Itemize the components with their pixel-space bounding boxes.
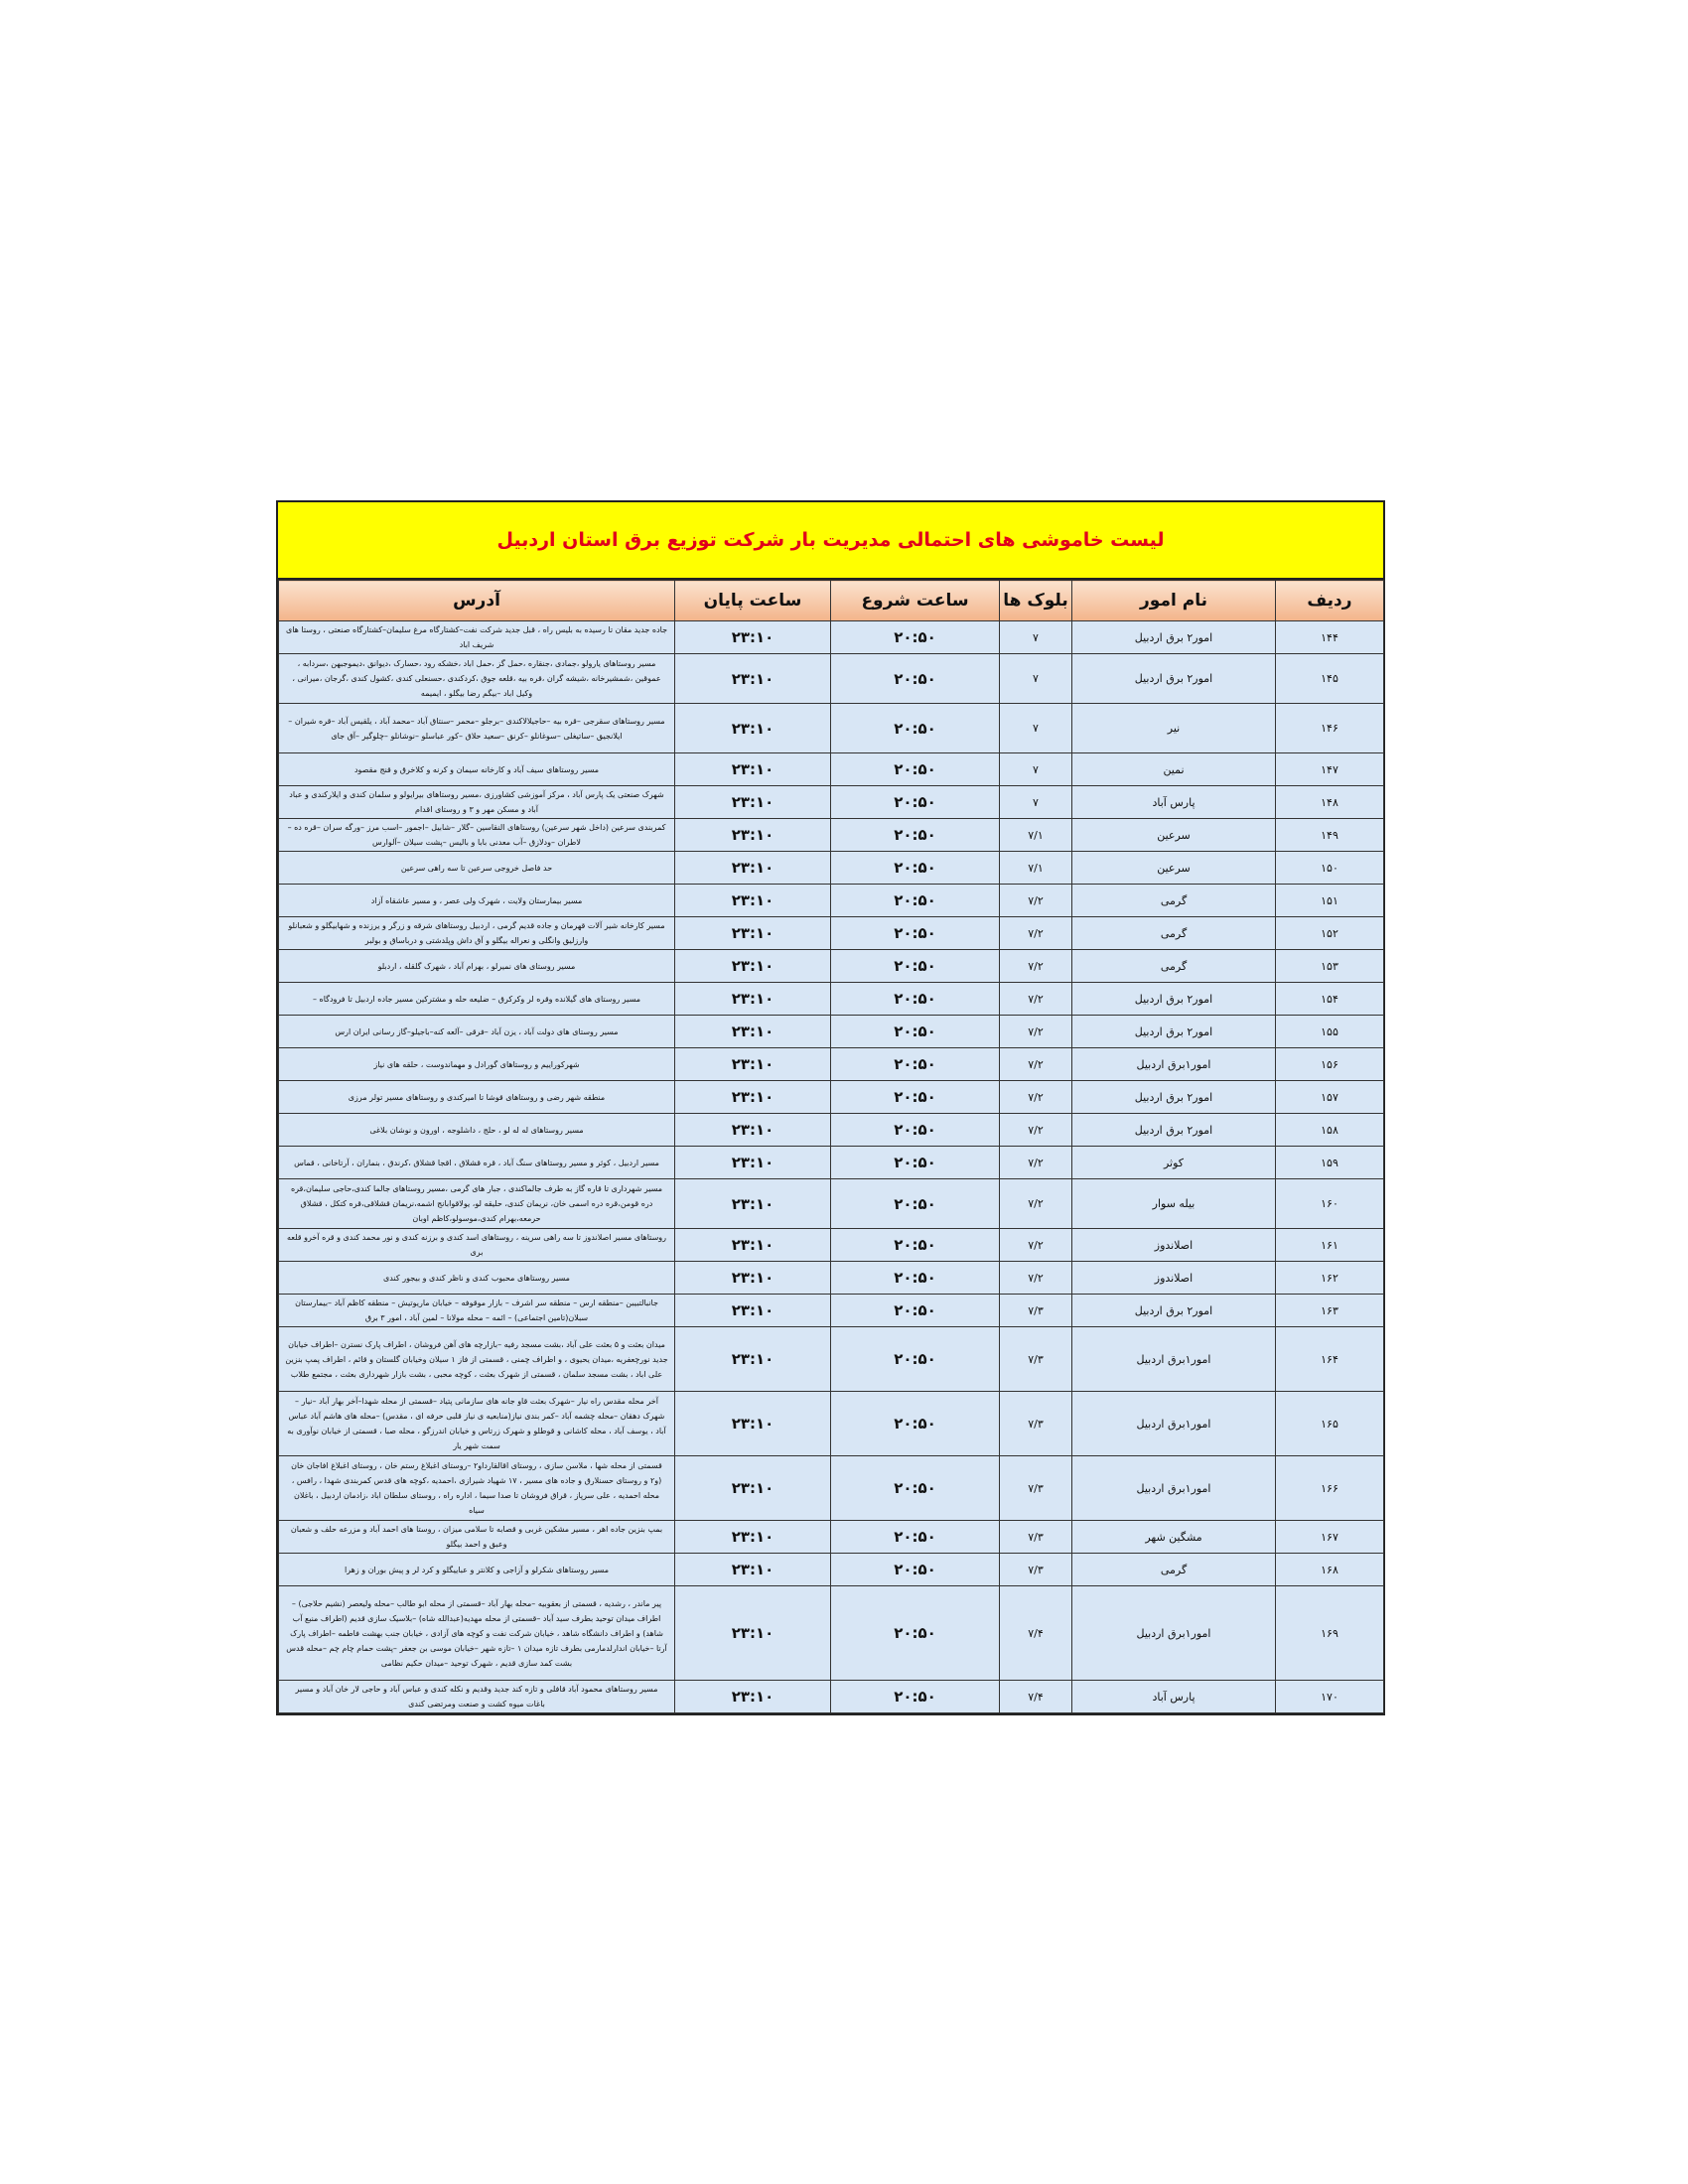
end-time-cell: ۲۳:۱۰ xyxy=(675,704,831,753)
block-cell: ۷ xyxy=(1000,654,1072,704)
row-number-cell: ۱۴۶ xyxy=(1276,704,1384,753)
address-cell: مسیر روستاهای محبوب کندی و ناظر کندی و بیجور کندی xyxy=(279,1262,675,1295)
header-row-number: ردیف xyxy=(1276,581,1384,621)
address-cell: میدان بعثت و ۵ بعثت علی آباد ،بشت مسجد رفیه –بازارچه های آهن فروشان ، اطراف پارک نسترن –اطراف خیابان جدید نورچعفریه ،میدان یحیوی ، و اطراف چمنی ، قسمتی از فاز ۱ سیلان وخیابان گلستان و قائم ، اطراف پمپ بنزین علی اباد ، بشت مسجد سلمان ، قسمتی از شهرک بعثت ، کوچه محبی ، بشت بازار شهرداری بعثت ، مجتمع طلاب xyxy=(279,1327,675,1392)
table-row xyxy=(279,1048,1384,1081)
row-number-cell: ۱۴۹ xyxy=(1276,819,1384,852)
address-cell: مسیر بیمارستان ولایت ، شهرک ولی عصر ، و مسیر عاشقاه آزاد xyxy=(279,885,675,917)
table-row xyxy=(279,852,1384,885)
table-row xyxy=(279,917,1384,950)
block-cell: ۷/۱ xyxy=(1000,819,1072,852)
end-time-cell: ۲۳:۱۰ xyxy=(675,1586,831,1681)
start-time-cell: ۲۰:۵۰ xyxy=(831,786,1000,819)
title-bar xyxy=(278,502,1383,580)
end-time-cell: ۲۳:۱۰ xyxy=(675,1521,831,1554)
end-time-cell: ۲۳:۱۰ xyxy=(675,1048,831,1081)
table-row xyxy=(279,1681,1384,1713)
area-name-cell: اصلاندوز xyxy=(1072,1229,1276,1262)
block-cell: ۷/۲ xyxy=(1000,1179,1072,1229)
start-time-cell: ۲۰:۵۰ xyxy=(831,983,1000,1016)
row-number-cell: ۱۵۵ xyxy=(1276,1016,1384,1048)
area-name-cell: امور۲ برق اردبیل xyxy=(1072,621,1276,654)
end-time-cell: ۲۳:۱۰ xyxy=(675,852,831,885)
block-cell: ۷/۳ xyxy=(1000,1521,1072,1554)
start-time-cell: ۲۰:۵۰ xyxy=(831,753,1000,786)
address-cell: قسمتی از محله شها ، ملاسن سازی ، روستای اقالقارداو۲ –روستای اغبلاغ رستم خان ، روستای اغبلاغ افاجان خان (و۲ و روستای حسنلارق و جاده های مسیر ، ۱۷ شهیاد شیرازی ،احمدیه ،کوچه های قدس کمربندی شهدا ، رافس ، محله احمدیه ، علی سرپاز ، قراق فروشان تا صدا سیما ، اداره راه ، روستای سلطان اباد ،زادمان اردبیل ، باغلان سیاه xyxy=(279,1456,675,1521)
address-cell: روستاهای مسیر اصلاندوز تا سه راهی سرینه ، روستاهای اسد کندی و برزنه کندی و نور محمد کندی و قره آخرو قلعه بری xyxy=(279,1229,675,1262)
area-name-cell: پارس آباد xyxy=(1072,1681,1276,1713)
end-time-cell: ۲۳:۱۰ xyxy=(675,654,831,704)
address-cell: مسیر روستای های گیلانده وقره لر وکرکرق – ضلیعه حله و مشترکین مسیر جاده اردبیل تا فرودگاه – xyxy=(279,983,675,1016)
start-time-cell: ۲۰:۵۰ xyxy=(831,819,1000,852)
address-cell: مسیر روستاهای یارولو ،جمادی ،جنقاره ،حمل گز ،حمل اباد ،خشکه رود ،حسارک ،دیوانق ،دیموجبهن ،سردابه ، عموقین ،شمشیرخانه ،شیشه گران ،قره بیه ،قلعه جوق ،کردکندی ،حسنعلی کندی ،کشول کندی ،گرجان ،میرانی ، وکیل اباد –بیگم رضا بیگلو ، ایمیمه xyxy=(279,654,675,704)
row-number-cell: ۱۵۷ xyxy=(1276,1081,1384,1114)
area-name-cell: امور۲ برق اردبیل xyxy=(1072,1081,1276,1114)
block-cell: ۷/۲ xyxy=(1000,1081,1072,1114)
row-number-cell: ۱۵۸ xyxy=(1276,1114,1384,1147)
block-cell: ۷/۲ xyxy=(1000,1048,1072,1081)
header-blocks: بلوک ها xyxy=(1000,581,1072,621)
address-cell: بمپ بنزین جاده اهر ، مسیر مشکین غربی و قصابه تا سلامی میزان ، روستا های احمد آباد و مزرعه حلف و شعبان وعبق و احمد بیگلو xyxy=(279,1521,675,1554)
address-cell: مسیر شهرداری تا قاره گاز به طرف جالماکندی ، جبار های گرمی ،مسیر روستاهای جالما کندی،حاجی سلیمان،قره دره قومن،قره دره اسمی خان، نریمان کندی، حلیقه لو، یولاقوابانج اشمه،نریمان قشلاقی،قره کتکل ، قشلاق حرمعه،بهرام کندی،موسولو،کاظم اوبان xyxy=(279,1179,675,1229)
area-name-cell: امور۲ برق اردبیل xyxy=(1072,1114,1276,1147)
area-name-cell: کوثر xyxy=(1072,1147,1276,1179)
start-time-cell: ۲۰:۵۰ xyxy=(831,1456,1000,1521)
row-number-cell: ۱۵۲ xyxy=(1276,917,1384,950)
start-time-cell: ۲۰:۵۰ xyxy=(831,852,1000,885)
area-name-cell: سرعین xyxy=(1072,819,1276,852)
table-row xyxy=(279,950,1384,983)
start-time-cell: ۲۰:۵۰ xyxy=(831,1081,1000,1114)
row-number-cell: ۱۶۸ xyxy=(1276,1554,1384,1586)
start-time-cell: ۲۰:۵۰ xyxy=(831,950,1000,983)
area-name-cell: نمین xyxy=(1072,753,1276,786)
block-cell: ۷/۲ xyxy=(1000,1114,1072,1147)
header-start-time: ساعت شروع xyxy=(831,581,1000,621)
address-cell: مسیر کارخانه شیر آلات قهرمان و جاده قدیم گرمی ، اردبیل روستاهای شرقه و زرگر و یرزنده و شهابیگلو و شعبانلو وارزلیق وانگلی و نعراله بیگلو و آق داش وپلدشتی و درباساق و بولبر xyxy=(279,917,675,950)
end-time-cell: ۲۳:۱۰ xyxy=(675,819,831,852)
block-cell: ۷/۲ xyxy=(1000,1147,1072,1179)
block-cell: ۷/۲ xyxy=(1000,885,1072,917)
area-name-cell: امور۱برق اردبیل xyxy=(1072,1586,1276,1681)
address-cell: پیر ماندر ، رشدیه ، قسمتی از بعقوبیه –محله بهار آباد –قسمتی از محله ابو طالب –محله ولیعصر (نشیم حلاجی) –اطراف میدان توحید بطرف سید آباد –قسمتی از محله مهدیه(عبدالله شاه) –بلاسیک سازی قدیم (اطراف منبع آب شاهد) و اطراف دانشگاه شاهد ، خیابان شرکت نفت و کوچه های آزادی ، خیابان جنب بهشت فاطمه –اطراف پارک آرتا –خیابان اندارلدمارمی بطرف تازه میدان ۱ –تازه شهر –خیابان موسی بن جعفر –پشت حمام چام چم –محله قدس بشت کمد سازی قدیم ، شهرک توحید –میدان حکیم نظامی xyxy=(279,1586,675,1681)
row-number-cell: ۱۶۱ xyxy=(1276,1229,1384,1262)
area-name-cell: گرمی xyxy=(1072,950,1276,983)
end-time-cell: ۲۳:۱۰ xyxy=(675,950,831,983)
end-time-cell: ۲۳:۱۰ xyxy=(675,917,831,950)
area-name-cell: گرمی xyxy=(1072,885,1276,917)
table-row xyxy=(279,1262,1384,1295)
row-number-cell: ۱۶۳ xyxy=(1276,1295,1384,1327)
page-title: لیست خاموشی های احتمالی مدیریت بار شرکت توزیع برق استان اردبیل xyxy=(496,529,1165,551)
table-row xyxy=(279,1016,1384,1048)
row-number-cell: ۱۶۹ xyxy=(1276,1586,1384,1681)
block-cell: ۷/۲ xyxy=(1000,1016,1072,1048)
address-cell: مسیر اردبیل ، کوثر و مسیر روستاهای سنگ آباد ، قره قشلاق ، اقجا قشلاق ،کرندق ، بنماران ، آرتاخانی ، قماس xyxy=(279,1147,675,1179)
end-time-cell: ۲۳:۱۰ xyxy=(675,1392,831,1456)
block-cell: ۷/۱ xyxy=(1000,852,1072,885)
area-name-cell: بیله سوار xyxy=(1072,1179,1276,1229)
start-time-cell: ۲۰:۵۰ xyxy=(831,654,1000,704)
header-end-time: ساعت پایان xyxy=(675,581,831,621)
table-row xyxy=(279,704,1384,753)
area-name-cell: امور۲ برق اردبیل xyxy=(1072,1295,1276,1327)
table-row xyxy=(279,1229,1384,1262)
table-row xyxy=(279,1081,1384,1114)
address-cell: مسیر روستای های دولت آباد ، یزن آباد –فرقی –آلعه کنه–باجیلو–گاز رسانی ایران ارس xyxy=(279,1016,675,1048)
block-cell: ۷/۳ xyxy=(1000,1456,1072,1521)
row-number-cell: ۱۴۵ xyxy=(1276,654,1384,704)
start-time-cell: ۲۰:۵۰ xyxy=(831,1681,1000,1713)
row-number-cell: ۱۵۴ xyxy=(1276,983,1384,1016)
block-cell: ۷ xyxy=(1000,621,1072,654)
address-cell: مسیر روستاهای شکرلو و آزاجی و کلانتر و عباییگلو و کرد لر و پیش بوران و زهرا xyxy=(279,1554,675,1586)
start-time-cell: ۲۰:۵۰ xyxy=(831,1554,1000,1586)
end-time-cell: ۲۳:۱۰ xyxy=(675,983,831,1016)
row-number-cell: ۱۴۷ xyxy=(1276,753,1384,786)
start-time-cell: ۲۰:۵۰ xyxy=(831,1327,1000,1392)
row-number-cell: ۱۵۱ xyxy=(1276,885,1384,917)
end-time-cell: ۲۳:۱۰ xyxy=(675,1114,831,1147)
address-cell: کمربندی سرعین (داخل شهر سرعین) روستاهای النقاسین –گلار –شابیل –اجمور –اسب مرز –ورگه سران –قره ده – لاطران –ودلازق –آب معدنی بابا و بالیس –پشت سیلان –آلوارس xyxy=(279,819,675,852)
address-cell: جاده جدید مقان تا رسیده به بلیس راه ، قبل جدید شرکت نفت–کشتارگاه مرغ سلیمان–کشتارگاه صنعتی ، روستا های شریف اباد xyxy=(279,621,675,654)
area-name-cell: اصلاندوز xyxy=(1072,1262,1276,1295)
address-cell: مسیر روستاهای سیف آباد و کارخانه سیمان و کرنه و کلاخرق و قنج مقصود xyxy=(279,753,675,786)
area-name-cell: امور۱برق اردبیل xyxy=(1072,1456,1276,1521)
start-time-cell: ۲۰:۵۰ xyxy=(831,917,1000,950)
table-row xyxy=(279,885,1384,917)
start-time-cell: ۲۰:۵۰ xyxy=(831,1147,1000,1179)
block-cell: ۷/۲ xyxy=(1000,950,1072,983)
address-cell: حد فاصل خروجی سرعین تا سه راهی سرعین xyxy=(279,852,675,885)
area-name-cell: نیر xyxy=(1072,704,1276,753)
area-name-cell: پارس آباد xyxy=(1072,786,1276,819)
end-time-cell: ۲۳:۱۰ xyxy=(675,621,831,654)
start-time-cell: ۲۰:۵۰ xyxy=(831,1586,1000,1681)
start-time-cell: ۲۰:۵۰ xyxy=(831,1392,1000,1456)
block-cell: ۷/۲ xyxy=(1000,1229,1072,1262)
end-time-cell: ۲۳:۱۰ xyxy=(675,753,831,786)
table-row xyxy=(279,1554,1384,1586)
row-number-cell: ۱۶۴ xyxy=(1276,1327,1384,1392)
header-area-name: نام امور xyxy=(1072,581,1276,621)
end-time-cell: ۲۳:۱۰ xyxy=(675,1147,831,1179)
start-time-cell: ۲۰:۵۰ xyxy=(831,1048,1000,1081)
area-name-cell: گرمی xyxy=(1072,1554,1276,1586)
start-time-cell: ۲۰:۵۰ xyxy=(831,1229,1000,1262)
header-address: آدرس xyxy=(279,581,675,621)
address-cell: مسیر روستای های نمیرلو ، بهرام آباد ، شهرک گلقله ، اردبلو xyxy=(279,950,675,983)
start-time-cell: ۲۰:۵۰ xyxy=(831,1114,1000,1147)
block-cell: ۷ xyxy=(1000,786,1072,819)
row-number-cell: ۱۵۹ xyxy=(1276,1147,1384,1179)
table-row xyxy=(279,1327,1384,1392)
row-number-cell: ۱۵۶ xyxy=(1276,1048,1384,1081)
block-cell: ۷/۲ xyxy=(1000,983,1072,1016)
area-name-cell: امور۲ برق اردبیل xyxy=(1072,983,1276,1016)
end-time-cell: ۲۳:۱۰ xyxy=(675,1327,831,1392)
row-number-cell: ۱۶۲ xyxy=(1276,1262,1384,1295)
end-time-cell: ۲۳:۱۰ xyxy=(675,885,831,917)
row-number-cell: ۱۵۳ xyxy=(1276,950,1384,983)
area-name-cell: امور۱برق اردبیل xyxy=(1072,1048,1276,1081)
table-row xyxy=(279,621,1384,654)
row-number-cell: ۱۶۰ xyxy=(1276,1179,1384,1229)
table-row xyxy=(279,1521,1384,1554)
end-time-cell: ۲۳:۱۰ xyxy=(675,1295,831,1327)
address-cell: منطقه شهر رضی و روستاهای قوشا تا امیرکندی و روستاهای مسیر تولر مرزی xyxy=(279,1081,675,1114)
area-name-cell: امور۱برق اردبیل xyxy=(1072,1327,1276,1392)
area-name-cell: امور۱برق اردبیل xyxy=(1072,1392,1276,1456)
table-row xyxy=(279,1586,1384,1681)
end-time-cell: ۲۳:۱۰ xyxy=(675,786,831,819)
block-cell: ۷ xyxy=(1000,704,1072,753)
area-name-cell: گرمی xyxy=(1072,917,1276,950)
block-cell: ۷/۴ xyxy=(1000,1681,1072,1713)
block-cell: ۷/۴ xyxy=(1000,1586,1072,1681)
start-time-cell: ۲۰:۵۰ xyxy=(831,1521,1000,1554)
block-cell: ۷/۳ xyxy=(1000,1554,1072,1586)
start-time-cell: ۲۰:۵۰ xyxy=(831,1295,1000,1327)
table-row xyxy=(279,1456,1384,1521)
address-cell: شهرک صنعتی یک پارس آباد ، مرکز آموزشی کشاورزی ،مسیر روستاهای بیرایولو و سلمان کندی و ایلارکندی و عباد آباد و مسکن مهر و ۳ و روستای اقدام xyxy=(279,786,675,819)
start-time-cell: ۲۰:۵۰ xyxy=(831,621,1000,654)
outage-table xyxy=(278,580,1384,1713)
table-row xyxy=(279,1392,1384,1456)
end-time-cell: ۲۳:۱۰ xyxy=(675,1179,831,1229)
start-time-cell: ۲۰:۵۰ xyxy=(831,1179,1000,1229)
end-time-cell: ۲۳:۱۰ xyxy=(675,1262,831,1295)
area-name-cell: سرعین xyxy=(1072,852,1276,885)
table-row xyxy=(279,786,1384,819)
address-cell: مسیر روستاهای له له لو ، حلج ، داشلوجه ، اورون و نوشان بلاغی xyxy=(279,1114,675,1147)
block-cell: ۷ xyxy=(1000,753,1072,786)
row-number-cell: ۱۶۵ xyxy=(1276,1392,1384,1456)
table-row xyxy=(279,1179,1384,1229)
block-cell: ۷/۲ xyxy=(1000,917,1072,950)
start-time-cell: ۲۰:۵۰ xyxy=(831,1016,1000,1048)
row-number-cell: ۱۶۷ xyxy=(1276,1521,1384,1554)
row-number-cell: ۱۶۶ xyxy=(1276,1456,1384,1521)
start-time-cell: ۲۰:۵۰ xyxy=(831,885,1000,917)
start-time-cell: ۲۰:۵۰ xyxy=(831,1262,1000,1295)
area-name-cell: امور۲ برق اردبیل xyxy=(1072,1016,1276,1048)
block-cell: ۷/۳ xyxy=(1000,1327,1072,1392)
block-cell: ۷/۳ xyxy=(1000,1392,1072,1456)
table-row xyxy=(279,753,1384,786)
row-number-cell: ۱۷۰ xyxy=(1276,1681,1384,1713)
end-time-cell: ۲۳:۱۰ xyxy=(675,1229,831,1262)
table-row xyxy=(279,654,1384,704)
area-name-cell: مشگین شهر xyxy=(1072,1521,1276,1554)
block-cell: ۷/۲ xyxy=(1000,1262,1072,1295)
table-row xyxy=(279,1114,1384,1147)
header-row xyxy=(279,581,1384,621)
outage-sheet xyxy=(276,500,1385,1715)
address-cell: جانبالتبیبن –منطقه ارس – منطقه سر اشرف – بازار موقوفه – خیابان ماریوتیش – منطقه کاظم آباد –بیمارستان سبلان(تامین اجتماعی) – ائمه – محله مولانا – لمین آباد ، امور ۳ برق xyxy=(279,1295,675,1327)
end-time-cell: ۲۳:۱۰ xyxy=(675,1554,831,1586)
table-row xyxy=(279,1295,1384,1327)
address-cell: آخر محله مقدس راه نیار –شهرک بعثت قاو جانه های سازمانی پتیاد –قسمتی از محله شهدا–آخر بهار آباد –نیار – شهرک دهقان –محله چشمه آباد –کمر بندی نیاز(منابعیه ی نیاز قلبی حرفه ای ، مقدس) –محله های هاشم آباد عباس آباد ، یوسف آباد ، محله کاشانی و قوطلو و شهرک زرتاس و خیابان اندرزگو ، محله صبا ، قسمتی از خیابان نوآوری به سمت شهر یار xyxy=(279,1392,675,1456)
row-number-cell: ۱۴۴ xyxy=(1276,621,1384,654)
start-time-cell: ۲۰:۵۰ xyxy=(831,704,1000,753)
table-row xyxy=(279,819,1384,852)
row-number-cell: ۱۴۸ xyxy=(1276,786,1384,819)
address-cell: شهرکوراییم و روستاهای گورادل و مهماندوست ، حلقه های نیاز xyxy=(279,1048,675,1081)
end-time-cell: ۲۳:۱۰ xyxy=(675,1081,831,1114)
end-time-cell: ۲۳:۱۰ xyxy=(675,1456,831,1521)
address-cell: مسیر روستاهای سقرجی –قره بیه –حاجیلالاکندی –برجلو –محمر –سنتاق آباد –محمد آباد ، یلقیس آباد –قره شیران –ایلانجیق –ساتیغلی –سوغانلو –کرنق –سعید حلاق –کور عباسلو –نوشانلو –چلوگیر –آق جای xyxy=(279,704,675,753)
table-row xyxy=(279,983,1384,1016)
block-cell: ۷/۳ xyxy=(1000,1295,1072,1327)
address-cell: مسیر روستاهای محمود آباد قافلی و تازه کند جدید وقدیم و نکله کندی و عباس آباد و حاجی لار خان آباد و مسیر باغات میوه کشت و صنعت ومرتضی کندی xyxy=(279,1681,675,1713)
row-number-cell: ۱۵۰ xyxy=(1276,852,1384,885)
end-time-cell: ۲۳:۱۰ xyxy=(675,1016,831,1048)
table-row xyxy=(279,1147,1384,1179)
area-name-cell: امور۲ برق اردبیل xyxy=(1072,654,1276,704)
end-time-cell: ۲۳:۱۰ xyxy=(675,1681,831,1713)
